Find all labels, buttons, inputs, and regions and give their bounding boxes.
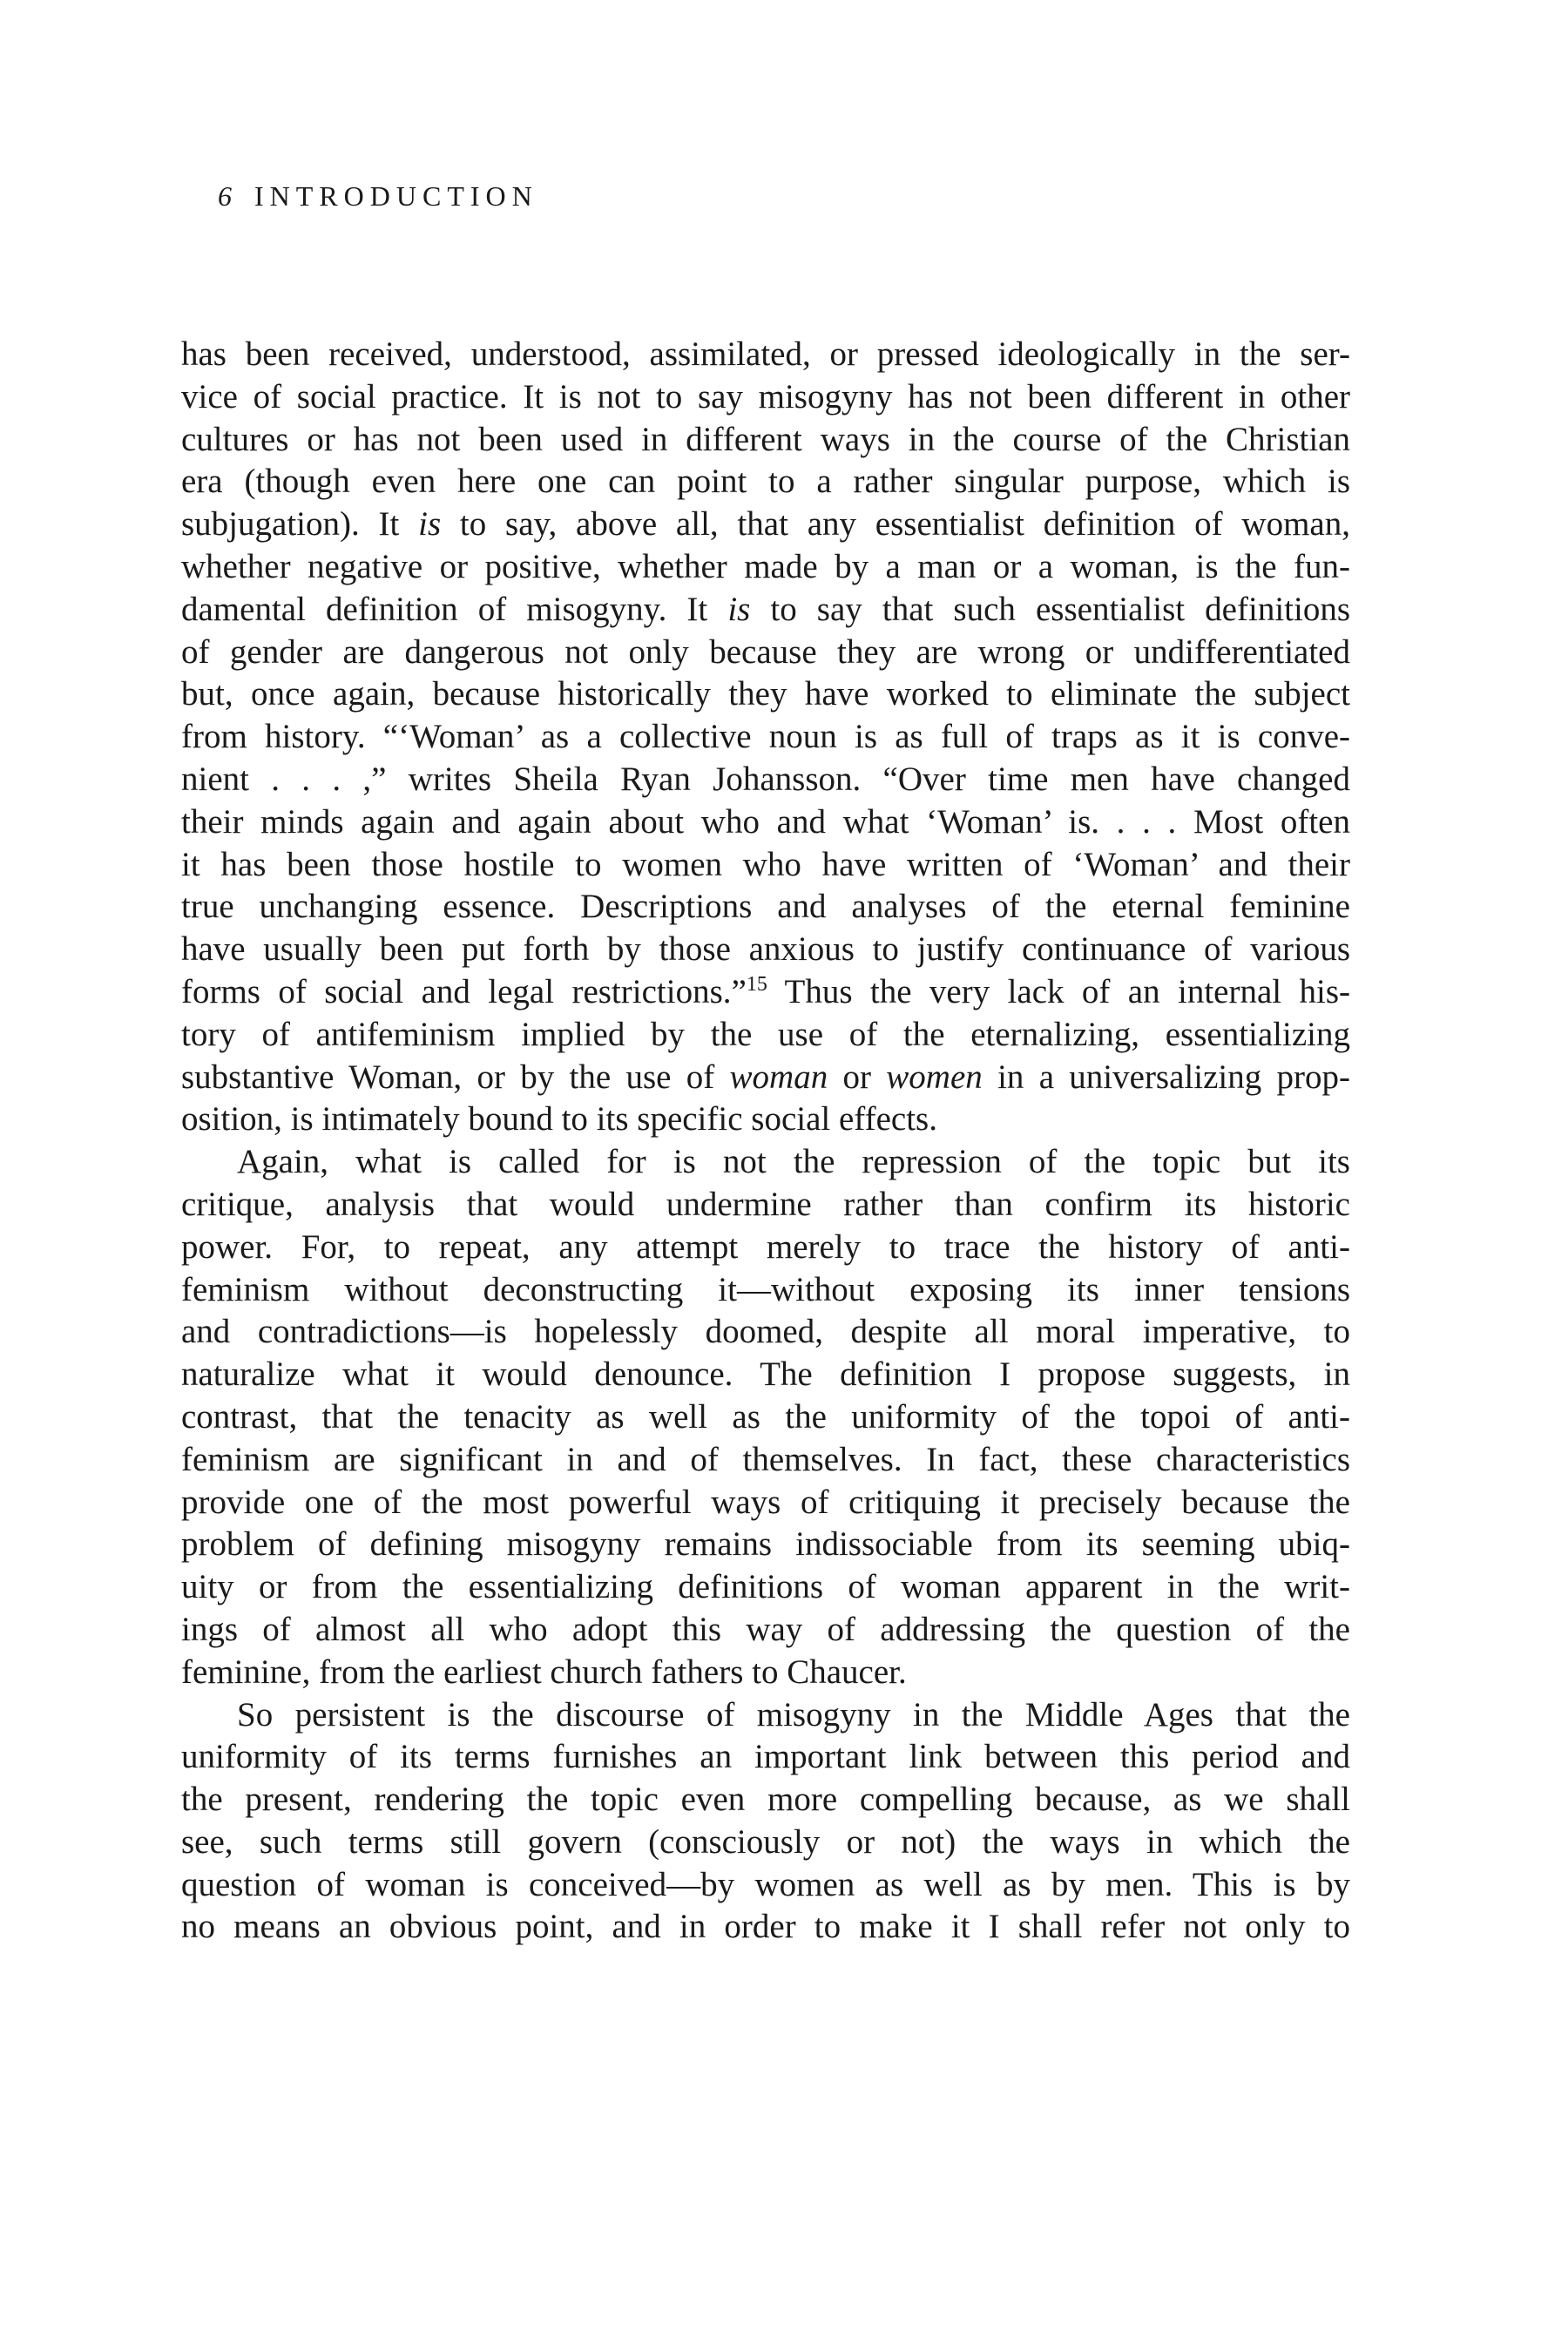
text-line: the present, rendering the topic even more compelling because, as we shall	[181, 1781, 1350, 1819]
text-line: no means an obvious point, and in order to make it I shall refer not only to	[181, 1908, 1350, 1946]
text-line: question of woman is conceived—by women as well as by men. This is by	[181, 1865, 1350, 1903]
text-line: contrast, that the tenacity as well as the uniformity of the topoi of anti-	[181, 1397, 1350, 1436]
text-line: feminism are significant in and of themselves. In fact, these characteristics	[181, 1440, 1350, 1478]
text-line: see, such terms still govern (consciously or not) the ways in which the	[181, 1822, 1350, 1861]
text-line: critique, analysis that would undermine rather than confirm its historic	[181, 1185, 1350, 1223]
text-line: true unchanging essence. Descriptions and analyses of the eternal feminine	[181, 888, 1350, 926]
text-line: tory of antifeminism implied by the use of the eternalizing, essentializing	[181, 1015, 1350, 1053]
text-line: era (though even here one can point to a rather singular purpose, which is	[181, 463, 1350, 501]
text-line: damental definition of misogyny. It is to say that such essentialist definitions	[181, 590, 1351, 628]
text-line: whether negative or positive, whether made by a man or a woman, is the fun-	[181, 547, 1350, 585]
text-line: nient . . . ,” writes Sheila Ryan Johansson. “Over time men have changed	[181, 760, 1350, 798]
text-line: uniformity of its terms furnishes an important link between this period and	[181, 1738, 1350, 1776]
running-head	[218, 179, 538, 213]
text-line: feminine, from the earliest church fathers to Chaucer.	[181, 1652, 907, 1691]
text-line: vice of social practice. It is not to say misogyny has not been different in other	[181, 377, 1350, 416]
text-line: subjugation). It is to say, above all, that any essentialist definition of woman,	[181, 505, 1350, 544]
text-line: uity or from the essentializing definitions of woman apparent in the writ-	[181, 1568, 1350, 1606]
text-line: ings of almost all who adopt this way of addressing the question of the	[181, 1610, 1350, 1648]
text-line: and contradictions—is hopelessly doomed, despite all moral imperative, to	[181, 1313, 1350, 1351]
text-line: cultures or has not been used in different ways in the course of the Christian	[181, 420, 1350, 458]
text-line: problem of defining misogyny remains indissociable from its seeming ubiq-	[181, 1525, 1350, 1564]
text-line: So persistent is the discourse of misogyny in the Middle Ages that the	[237, 1695, 1350, 1734]
text-line: forms of social and legal restrictions.”$^{15}$ Thus the very lack of an internal his-	[181, 972, 1350, 1010]
chapter-title: INTRODUCTION	[254, 180, 538, 212]
text-line: Again, what is called for is not the repression of the topic but its	[237, 1143, 1350, 1181]
text-line: have usually been put forth by those anxious to justify continuance of various	[181, 930, 1350, 969]
text-line: from history. “‘Woman’ as a collective noun is as full of traps as it is conve-	[181, 718, 1350, 756]
text-line: power. For, to repeat, any attempt merely to trace the history of anti-	[181, 1227, 1350, 1266]
text-line: has been received, understood, assimilated, or pressed ideologically in the ser-	[181, 335, 1350, 373]
text-line: naturalize what it would denounce. The definition I propose suggests, in	[181, 1355, 1350, 1394]
text-line: osition, is intimately bound to its specific social effects.	[181, 1100, 937, 1139]
text-line: of gender are dangerous not only because they are wrong or undifferentiated	[181, 632, 1350, 671]
text-line: it has been those hostile to women who have written of ‘Woman’ and their	[181, 845, 1350, 883]
page-number: 6	[218, 180, 232, 212]
text-line: provide one of the most powerful ways of critiquing it precisely because the	[181, 1483, 1350, 1521]
text-line: but, once again, because historically they have worked to eliminate the subject	[181, 675, 1350, 713]
text-line: feminism without deconstructing it—without exposing its inner tensions	[181, 1270, 1350, 1308]
text-line: substantive Woman, or by the use of woman or women in a universalizing prop-	[181, 1058, 1351, 1096]
body-text	[181, 334, 1350, 1949]
text-line: their minds again and again about who and what ‘Woman’ is. . . . Most often	[181, 802, 1350, 841]
